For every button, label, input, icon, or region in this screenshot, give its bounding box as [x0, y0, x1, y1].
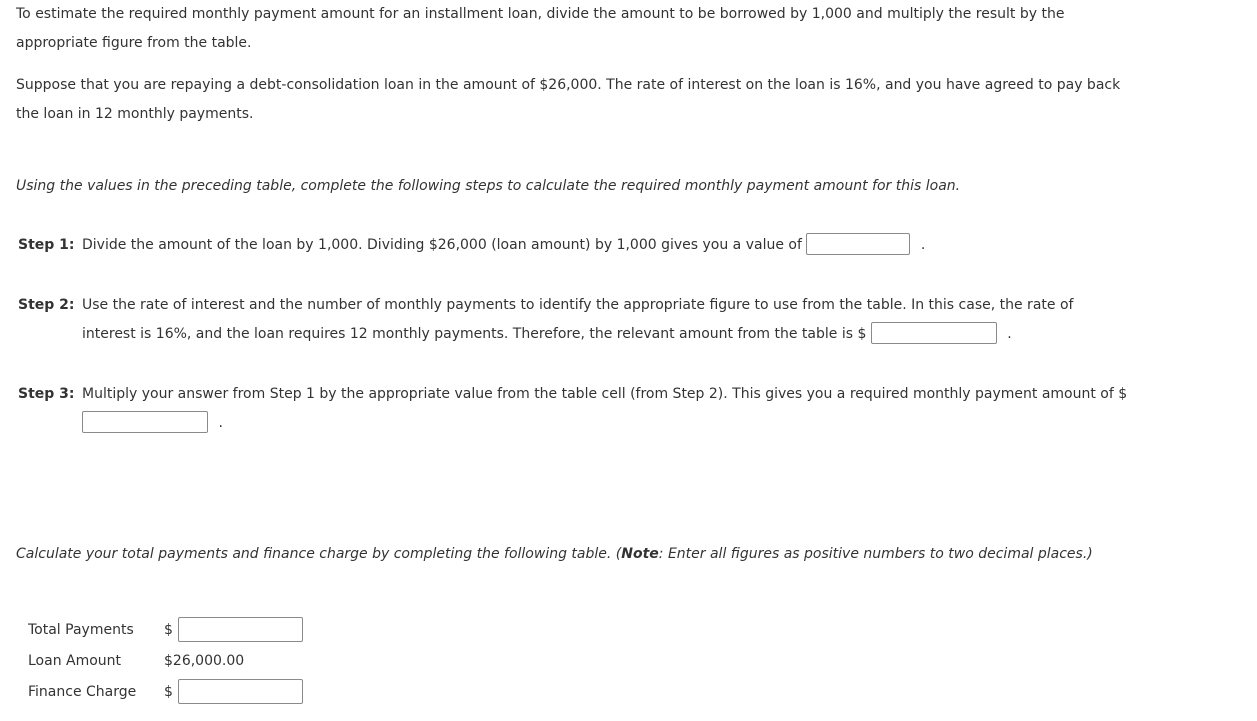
- finance-row-finance-charge: [28, 676, 303, 707]
- step-3: [18, 380, 1128, 438]
- step-1-label: Step 1:: [18, 237, 75, 253]
- step-3-label: Step 3:: [18, 386, 75, 402]
- step-1-text: Divide the amount of the loan by 1,000. Dividing $26,000 (loan amount) by 1,000 gives you a value of: [82, 237, 802, 253]
- step-3-text: Multiply your answer from Step 1 by the appropriate value from the table cell (from Step 2). This gives you a required monthly payment amount of $: [82, 386, 1128, 402]
- step-2: [18, 291, 1128, 349]
- step-3-period: .: [218, 415, 223, 431]
- table-instructions: [16, 540, 1126, 569]
- finance-row-loan-amount: [28, 645, 303, 676]
- step-2-text: Use the rate of interest and the number of monthly payments to identify the appropriate figure to use from the table. In this case, the rate of interest is 16%, and the loan requires 12 monthly payments. Therefore, the relevant amount from the table is $: [82, 297, 1074, 342]
- intro-paragraph-2: Suppose that you are repaying a debt-consolidation loan in the amount of $26,000. The rate of interest on the loan is 16%, and you have agreed to pay back the loan in 12 monthly payments.: [16, 77, 1121, 122]
- total-payments-dollar-sign: $: [164, 621, 173, 638]
- step-1: [18, 231, 1128, 260]
- step-3-monthly-payment-input[interactable]: [82, 411, 208, 433]
- finance-row-total-payments: [28, 614, 303, 645]
- intro-paragraph-1: To estimate the required monthly payment amount for an installment loan, divide the amount to be borrowed by 1,000 and multiply the result by the appropriate figure from the table.: [16, 6, 1065, 51]
- loan-amount-label: Loan Amount: [28, 652, 122, 669]
- note-label: Note: [621, 546, 659, 562]
- finance-charge-input[interactable]: [178, 679, 303, 704]
- step-2-table-value-input[interactable]: [871, 322, 997, 344]
- step-2-label: Step 2:: [18, 297, 75, 313]
- step-2-period: .: [1007, 326, 1012, 342]
- step-1-period: .: [920, 237, 926, 253]
- table-instructions-note: : Enter all figures as positive numbers to two decimal places.): [658, 546, 1093, 562]
- total-payments-input[interactable]: [178, 617, 303, 642]
- loan-amount-value: $26,000.00: [164, 652, 245, 669]
- table-instructions-text: Calculate your total payments and finance charge by completing the following table. (: [16, 546, 622, 562]
- total-payments-label: Total Payments: [28, 621, 134, 638]
- finance-table: [28, 614, 303, 707]
- instructions-text: Using the values in the preceding table, complete the following steps to calculate the required monthly payment amount for this loan.: [16, 178, 961, 194]
- finance-charge-label: Finance Charge: [28, 683, 137, 700]
- step-1-value-input[interactable]: [806, 233, 910, 255]
- finance-charge-dollar-sign: $: [164, 683, 173, 700]
